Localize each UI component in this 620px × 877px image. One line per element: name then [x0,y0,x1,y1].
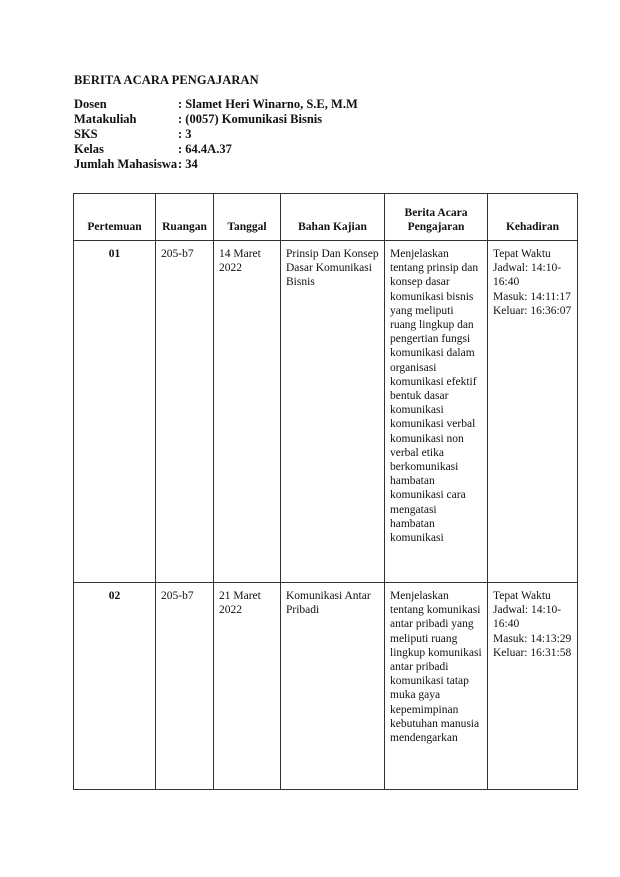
cell-berita-acara: Menjelaskan tentang prinsip dan konsep dasar komunikasi bisnis yang meliputi ruang lingkup dan pengertian fungsi komunikasi dalam organisasi komunikasi efektif bentuk dasar komunikasi komunikasi verbal komunikasi non verbal etika berkomunikasi hambatan komunikasi cara mengatasi hambatan komunikasi [385,241,488,583]
header-pertemuan: Pertemuan [74,194,156,241]
info-label: Dosen [74,97,107,111]
info-value: : 3 [178,127,192,142]
cell-kehadiran [488,241,578,583]
info-value: : 34 [178,157,198,172]
cell-tanggal: 14 Maret 2022 [214,241,281,583]
cell-tanggal: 21 Maret 2022 [214,583,281,790]
info-label: Jumlah Mahasiswa [74,157,178,171]
header-kehadiran: Kehadiran [488,194,578,241]
cell-bahan-kajian: Komunikasi Antar Pribadi [281,583,385,790]
cell-berita-acara: Menjelaskan tentang komunikasi antar pribadi yang meliputi ruang lingkup komunikasi antar pribadi komunikasi tatap muka gaya kepemimpinan kebutuhan manusia mendengarkan [385,583,488,790]
info-label: Kelas [74,142,104,156]
attendance-out: Keluar: 16:31:58 [493,646,572,659]
cell-bahan-kajian: Prinsip Dan Konsep Dasar Komunikasi Bisnis [281,241,385,583]
teaching-record-table [73,193,578,790]
info-row-dosen [74,97,358,112]
info-value: : 64.4A.37 [178,142,232,157]
info-row-kelas [74,142,358,157]
cell-ruangan: 205-b7 [156,583,214,790]
info-value: : (0057) Komunikasi Bisnis [178,112,322,127]
attendance-schedule: Jadwal: 14:10-16:40 [493,262,562,289]
cell-pertemuan: 01 [74,241,156,583]
document-title: BERITA ACARA PENGAJARAN [74,73,259,87]
attendance-in: Masuk: 14:11:17 [493,290,571,303]
info-label: Matakuliah [74,112,137,126]
attendance-status: Tepat Waktu [493,590,551,602]
info-label: SKS [74,127,98,141]
cell-pertemuan: 02 [74,583,156,790]
attendance-schedule: Jadwal: 14:10-16:40 [493,604,562,631]
header-berita-acara: Berita Acara Pengajaran [385,194,488,241]
attendance-status: Tepat Waktu [493,248,551,260]
header-bahan-kajian: Bahan Kajian [281,194,385,241]
header-ruangan: Ruangan [156,194,214,241]
attendance-out: Keluar: 16:36:07 [493,304,572,317]
info-row-jumlah-mahasiswa [74,157,358,172]
info-value: : Slamet Heri Winarno, S.E, M.M [178,97,358,112]
attendance-in: Masuk: 14:13:29 [493,632,572,645]
course-info [74,97,358,172]
table-row [74,241,578,583]
table-header-row [74,194,578,241]
table-row [74,583,578,790]
cell-kehadiran [488,583,578,790]
cell-ruangan: 205-b7 [156,241,214,583]
header-tanggal: Tanggal [214,194,281,241]
info-row-matakuliah [74,112,358,127]
info-row-sks [74,127,358,142]
